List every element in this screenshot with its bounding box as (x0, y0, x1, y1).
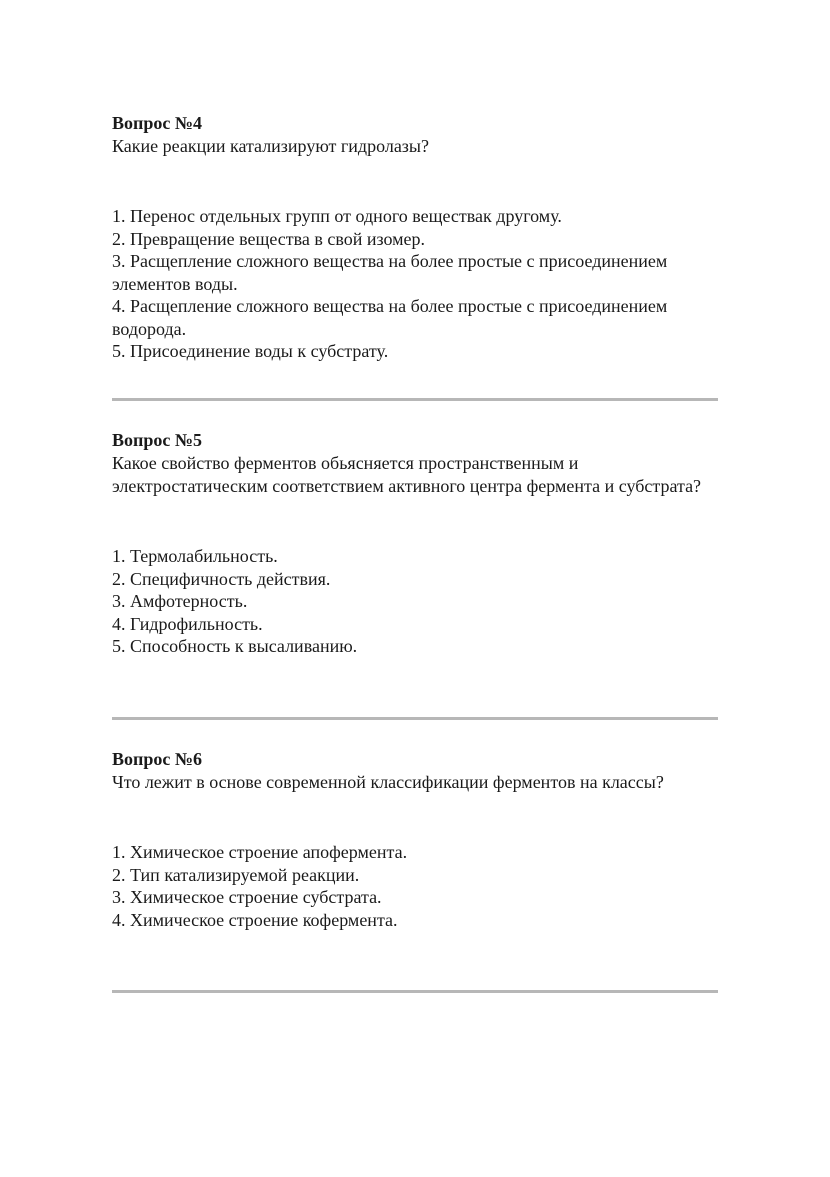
question-divider (112, 990, 718, 993)
answer-option-1: 1. Перенос отдельных групп от одного веществак другому. (112, 206, 562, 226)
answer-option-3: 3. Амфотерность. (112, 591, 248, 611)
question-title: Вопрос №4 (112, 113, 202, 133)
question-block-6 (112, 748, 718, 931)
answer-option-3: 3. Расщепление сложного вещества на более простые с присоединением элементов воды. (112, 251, 668, 294)
answer-option-4: 4. Расщепление сложного вещества на более простые с присоединением водорода. (112, 296, 668, 339)
question-text: Какие реакции катализируют гидролазы? (112, 136, 429, 156)
answer-option-4: 4. Гидрофильность. (112, 613, 263, 634)
answer-option-2: 2. Тип катализируемой реакции. (112, 864, 360, 885)
answer-option-4: 4. Химическое строение кофермента. (112, 909, 398, 930)
question-divider (112, 717, 718, 720)
answer-list (112, 841, 718, 931)
question-block-4 (112, 112, 718, 363)
question-divider (112, 398, 718, 401)
answer-option-2: 2. Специфичность действия. (112, 568, 331, 589)
question-text: Какое свойство ферментов обьясняется пространственным и электростатическим соответствием активного центра фермента и субстрата? (112, 453, 702, 496)
answer-option-1: 1. Термолабильность. (112, 546, 278, 566)
answer-option-3: 3. Химическое строение субстрата. (112, 887, 382, 907)
answer-option-1: 1. Химическое строение апофермента. (112, 842, 408, 862)
question-title: Вопрос №5 (112, 430, 202, 450)
answer-list (112, 545, 718, 658)
answer-option-2: 2. Превращение вещества в свой изомер. (112, 228, 426, 249)
question-title: Вопрос №6 (112, 749, 202, 769)
question-text: Что лежит в основе современной классификации ферментов на классы? (112, 772, 664, 792)
question-block-5 (112, 429, 718, 658)
answer-option-5: 5. Присоединение воды к субстрату. (112, 341, 389, 361)
answer-list (112, 205, 718, 363)
answer-option-5: 5. Способность к высаливанию. (112, 636, 358, 656)
